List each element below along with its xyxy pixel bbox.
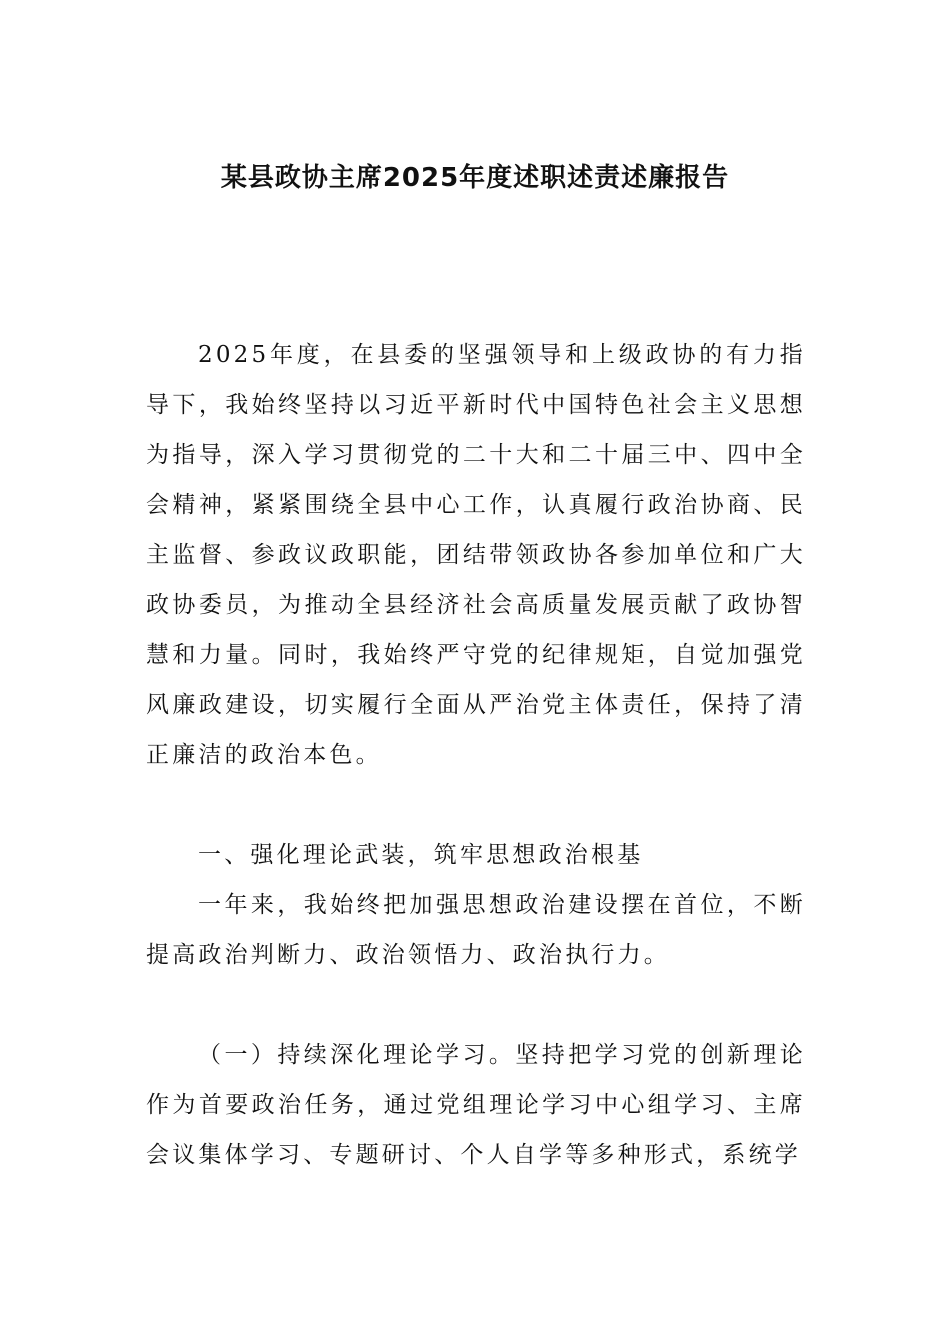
section-heading: 一、强化理论武装，筑牢思想政治根基 [198, 842, 644, 868]
subsection-paragraph: （一）持续深化理论学习。坚持把学习党的创新理论作为首要政治任务，通过党组理论学习中心组学习、主席会议集体学习、专题研讨、个人自学等多种形式，系统学 [146, 1042, 806, 1168]
section-paragraph: 一年来，我始终把加强思想政治建设摆在首位，不断提高政治判断力、政治领悟力、政治执行力。 [146, 892, 806, 968]
intro-paragraph: 2025年度，在县委的坚强领导和上级政协的有力指导下，我始终坚持以习近平新时代中国特色社会主义思想为指导，深入学习贯彻党的二十大和二十届三中、四中全会精神，紧紧围绕全县中心工作，认真履行政治协商、民主监督、参政议政职能，团结带领政协各参加单位和广大政协委员，为推动全县经济社会高质量发展贡献了政协智慧和力量。同时，我始终严守党的纪律规矩，自觉加强党风廉政建设，切实履行全面从严治党主体责任，保持了清正廉洁的政治本色。 [146, 342, 806, 768]
document-title: 某县政协主席2025年度述职述责述廉报告 [220, 163, 730, 193]
